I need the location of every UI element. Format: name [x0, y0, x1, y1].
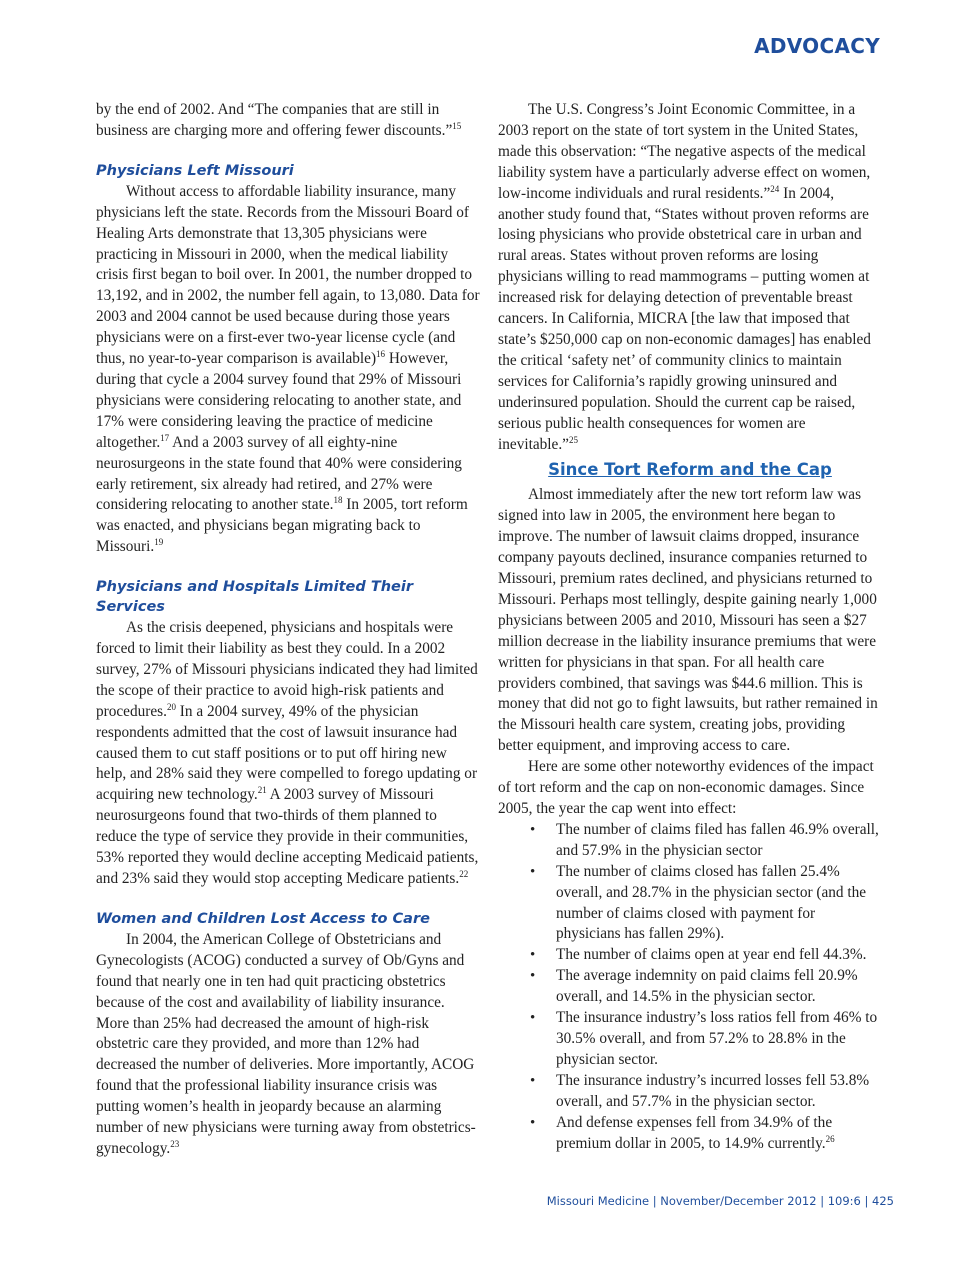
footnote-ref: 18: [333, 495, 343, 506]
list-item: • And defense expenses fell from 34.9% of the premium dollar in 2005, to 14.9% currently.$^{26}$: [498, 1113, 882, 1155]
paragraph-women-children: In 2004, the American College of Obstetricians and Gynecologists (ACOG) conducted a survey of Ob/Gyns and found that nearly one in ten had quit practicing obstetrics because of the cost and availability of liability insurance. More than 25% had decreased the amount of high-risk obstetric care they provided, and more than 12% had decreased the number of deliveries. More importantly, ACOG found that the professional liability insurance crisis was putting women’s health in jeopardy because an alarming number of new physicians were turning away from obstetrics-gynecology.$^{23}$: [96, 930, 476, 1157]
footnote-ref: 16: [376, 349, 386, 360]
intro-paragraph: by the end of 2002. And “The companies that are still in business are charging more and offering fewer discounts.”$^{15}$: [96, 101, 462, 139]
footnote-ref: 19: [154, 537, 164, 548]
left-column: [96, 100, 480, 1160]
footnote-ref: 17: [160, 432, 170, 443]
subheading-physicians-left: Physicians Left Missouri: [96, 162, 294, 179]
footnote-ref: 23: [170, 1138, 180, 1149]
list-item: • The number of claims filed has fallen 46.9% overall, and 57.9% in the physician sector: [498, 820, 882, 862]
evidence-list: [498, 820, 882, 1155]
list-item: • The insurance industry’s incurred losses fell 53.8% overall, and 57.7% in the physician sector.: [498, 1071, 882, 1113]
list-item: • The number of claims open at year end fell 44.3%.: [498, 945, 882, 966]
subheading-limited-services: Physicians and Hospitals Limited Their Services: [96, 579, 413, 616]
right-column: [498, 100, 882, 1154]
footnote-ref: 15: [452, 120, 462, 131]
footnote-ref: 21: [257, 785, 267, 796]
list-item: • The number of claims closed has fallen 25.4% overall, and 28.7% in the physician sector (and the number of claims closed with payment for physicians has fallen 29%).: [498, 862, 882, 946]
footnote-ref: 26: [825, 1133, 835, 1144]
list-item: • The insurance industry’s loss ratios fell from 46% to 30.5% overall, and from 57.2% to 28.8% in the physician sector.: [498, 1008, 882, 1071]
paragraph-noteworthy-evidences: Here are some other noteworthy evidences of the impact of tort reform and the cap on non-economic damages. Since 2005, the year the cap went into effect:: [498, 758, 874, 817]
section-label: ADVOCACY: [754, 34, 880, 58]
paragraph-since-tort-reform: Almost immediately after the new tort reform law was signed into law in 2005, the environment here began to improve. The number of lawsuit claims dropped, insurance company payouts declined, insurance companies returned to Missouri, premium rates declined, and physicians returned to Missouri. Perhaps most tellingly, despite gaining nearly 1,000 physicians between 2005 and 2010, Missouri has seen a $27 million decrease in the liability insurance premiums that were written for physicians in that span. For all health care providers combined, that savings was $44.6 million. This is money that did not go to fight lawsuits, but rather remained in the Missouri health care system, creating jobs, providing better equipment, and improving access to care.: [498, 486, 878, 755]
page-footer: Missouri Medicine | November/December 2012 | 109:6 | 425: [546, 1194, 894, 1208]
footnote-ref: 25: [568, 434, 578, 445]
footnote-ref: 20: [166, 701, 176, 712]
paragraph-physicians-left: Without access to affordable liability insurance, many physicians left the state. Records from the Missouri Board of Healing Arts demonstrate that 13,305 physicians were practicing in Missouri in 2000, when the medical liability crisis first began to boil over. In 2001, the number dropped to 13,192, and in 2002, the number fell again, to 13,080. Data for 2003 and 2004 cannot be used because during those years physicians were on a first-ever two-year license cycle (and thus, no year-to-year comparison is available)$^{16}$ However, during that cycle a 2004 survey found that 29% of Missouri physicians were considering relocating to another state, and 17% were considering leaving the practice of medicine altogether.$^{17}$ And a 2003 survey of all eighty-nine neurosurgeons in the state found that 40% were considering early retirement, six already had retired, and 27% were considering relocating to another state.$^{18}$ In 2005, tort reform was enacted, and physicians began migrating back to Missouri.$^{19}$: [96, 182, 480, 556]
subheading-women-children: Women and Children Lost Access to Care: [96, 910, 430, 927]
footnote-ref: 24: [770, 183, 780, 194]
footnote-ref: 22: [459, 869, 469, 879]
heading-since-tort-reform: Since Tort Reform and the Cap: [548, 460, 832, 480]
paragraph-limited-services: As the crisis deepened, physicians and hospitals were forced to limit their liability as best they could. In a 2002 survey, 27% of Missouri physicians indicated they had limited the scope of their practice to avoid high-risk patients and procedures.$^{20}$ In a 2004 survey, 49% of the physician respondents admitted that the cost of lawsuit insurance had caused them to cut staff positions or to put off hiring new help, and 28% said they were compelled to forego updating or acquiring new technology.$^{21}$ A 2003 survey of Missouri neurosurgeons found that two-thirds of them planned to reduce the type of service they provide in their communities, 53% reported they would decline accepting Medicaid patients, and 23% said they would stop accepting Medicare patients.$^{22}$: [96, 619, 479, 887]
list-item: • The average indemnity on paid claims fell 20.9% overall, and 14.5% in the physician sector.: [498, 966, 882, 1008]
paragraph-joint-economic-committee: The U.S. Congress’s Joint Economic Committee, in a 2003 report on the state of tort system in the United States, made this observation: “The negative aspects of the medical liability system have a particularly adverse effect on women, low-income individuals and rural residents.”$^{24}$ In 2004, another study found that, “States without proven reforms are losing physicians who provide obstetrical care in urban and rural areas. States without proven reforms are losing physicians willing to read mammograms – putting women at increased risk for delaying detection of preventable breast cancers. In California, MICRA [the law that imposed that state’s $250,000 cap on non-economic damages] has enabled the critical ‘safety net’ of community clinics to maintain services for California’s rapidly growing uninsured and underinsured population. Should the current cap be raised, serious public health consequences for women are inevitable.”$^{25}$: [498, 101, 871, 453]
